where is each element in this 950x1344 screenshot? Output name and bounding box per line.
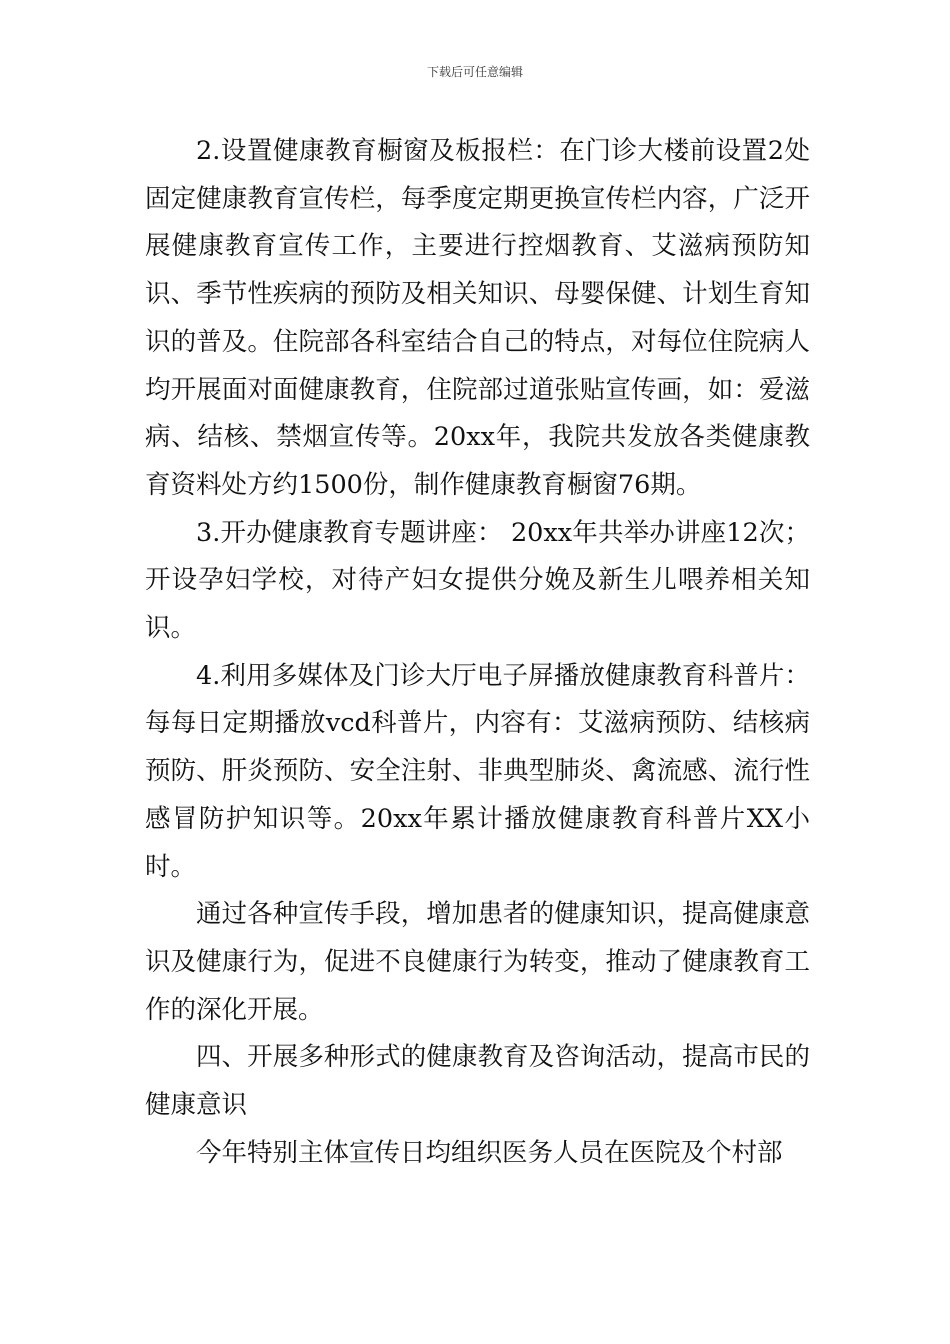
paragraph-lectures: 3.开办健康教育专题讲座： 20xx年共举办讲座12次；开设孕妇学校，对待产妇女提供分娩及新生儿喂养相关知识。	[145, 517, 810, 644]
paragraph-multimedia: 4.利用多媒体及门诊大厅电子屏播放健康教育科普片：每每日定期播放vcd科普片，内容有：艾滋病预防、结核病预防、肝炎预防、安全注射、非典型肺炎、禽流感、流行性感冒防护知识等。20xx年累计播放健康教育科普片XX小时。	[145, 660, 810, 882]
page-header: 下载后可任意编辑	[426, 65, 523, 79]
paragraph-campaign-days: 今年特别主体宣传日均组织医务人员在医院及个村部	[196, 1137, 783, 1168]
section-heading-four: 四、开展多种形式的健康教育及咨询活动，提高市民的健康意识	[145, 1042, 810, 1121]
document-body	[145, 128, 810, 1177]
paragraph-health-window: 2.设置健康教育橱窗及板报栏：在门诊大楼前设置2处固定健康教育宣传栏，每季度定期更换宣传栏内容，广泛开展健康教育宣传工作，主要进行控烟教育、艾滋病预防知识、季节性疾病的预防及相关知识、母婴保健、计划生育知识的普及。住院部各科室结合自己的特点，对每位住院病人均开展面对面健康教育，住院部过道张贴宣传画，如：爱滋病、结核、禁烟宣传等。20xx年，我院共发放各类健康教育资料处方约1500份，制作健康教育橱窗76期。	[145, 136, 810, 500]
paragraph-summary: 通过各种宣传手段，增加患者的健康知识，提高健康意识及健康行为，促进不良健康行为转变，推动了健康教育工作的深化开展。	[145, 899, 810, 1025]
